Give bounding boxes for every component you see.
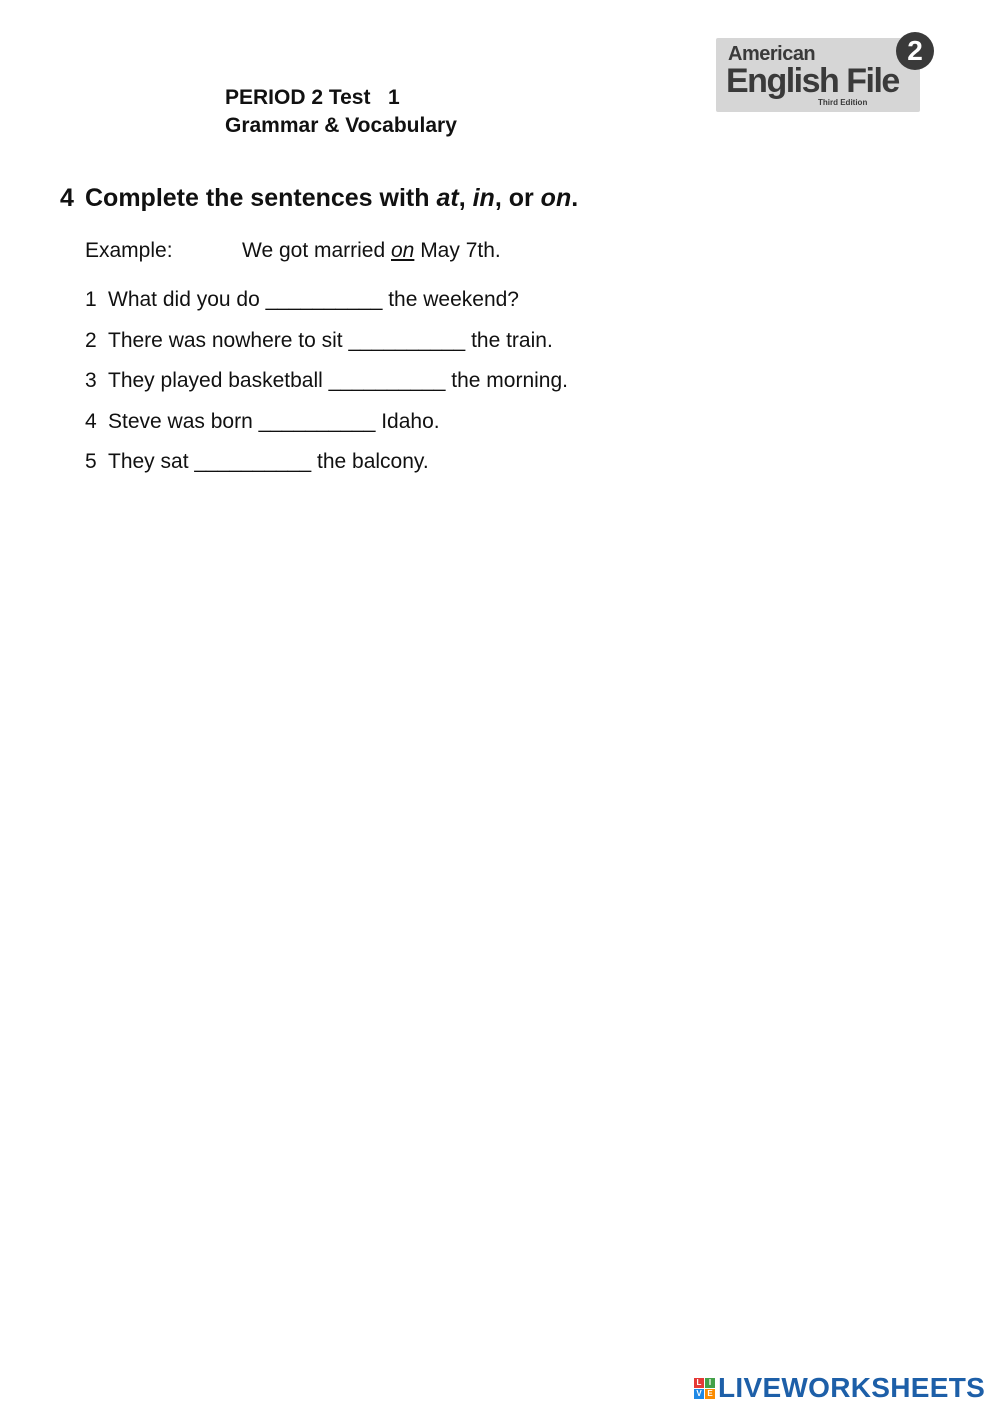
item-text: They played basketball __________ the morning. — [108, 369, 568, 392]
instruction-sep2: , or — [494, 184, 541, 212]
test-title: PERIOD 2 Test 1 — [225, 86, 400, 109]
logo-level-badge: 2 — [896, 32, 934, 70]
item-text: There was nowhere to sit __________ the train. — [108, 328, 553, 352]
icon-letter-e: E — [705, 1389, 715, 1399]
exercise-item — [85, 450, 568, 491]
logo-line1: American — [728, 43, 816, 65]
example-sentence — [85, 239, 501, 263]
example-answer: on — [391, 239, 415, 262]
test-subtitle: Grammar & Vocabulary — [225, 114, 457, 137]
liveworksheets-logo[interactable] — [694, 1373, 985, 1403]
exercise-number: 4 — [60, 184, 74, 212]
item-number: 2 — [85, 328, 97, 352]
liveworksheets-brand: LIVEWORKSHEETS — [718, 1372, 986, 1403]
option-on: on — [540, 184, 572, 212]
exercise-item — [85, 369, 568, 410]
logo-line2: English File — [726, 62, 899, 100]
instruction-end: . — [571, 184, 579, 212]
item-text: What did you do __________ the weekend? — [108, 288, 519, 311]
item-number: 5 — [85, 450, 97, 473]
instruction-sep1: , — [458, 184, 473, 212]
item-number: 3 — [85, 369, 97, 392]
exercise-item — [85, 288, 568, 329]
option-in: in — [472, 184, 495, 212]
exercise-items — [85, 288, 568, 491]
test-header — [225, 84, 457, 140]
example-before: We got married — [242, 239, 391, 262]
logo-edition: Third Edition — [818, 98, 868, 107]
exercise-item — [85, 410, 568, 451]
exercise-instruction — [60, 184, 578, 213]
item-number: 1 — [85, 288, 97, 311]
example-after: May 7th. — [414, 239, 501, 262]
item-number: 4 — [85, 409, 97, 433]
example-label: Example: — [85, 239, 173, 262]
icon-letter-i: I — [705, 1378, 715, 1388]
american-english-file-logo — [716, 35, 923, 112]
liveworksheets-icon — [694, 1378, 715, 1399]
icon-letter-v: V — [694, 1389, 704, 1399]
exercise-item — [85, 329, 568, 370]
item-text: Steve was born __________ Idaho. — [108, 409, 440, 433]
icon-letter-l: L — [694, 1378, 704, 1388]
option-at: at — [436, 184, 459, 212]
item-text: They sat __________ the balcony. — [108, 450, 429, 473]
instruction-text: Complete the sentences with — [85, 184, 437, 212]
